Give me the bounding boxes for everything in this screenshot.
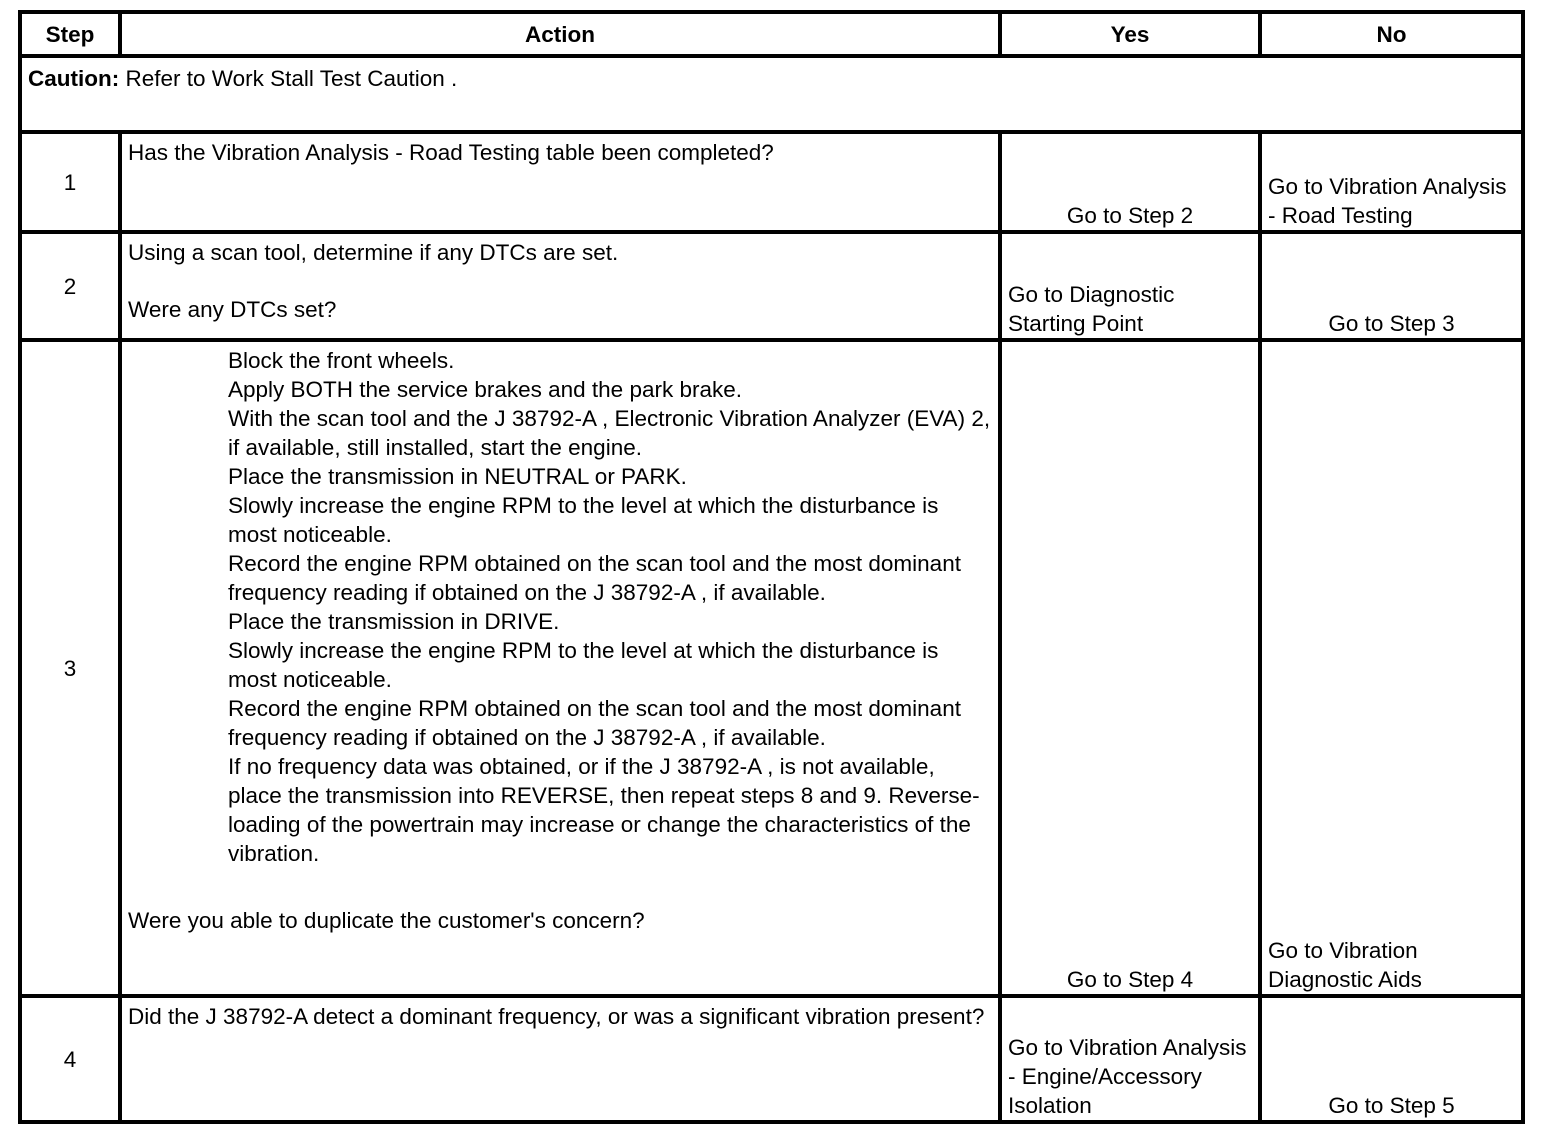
action-cell [120,232,1000,340]
list-item: With the scan tool and the J 38792-A , Electronic Vibration Analyzer (EVA) 2, if available, still installed, start the engine. [228,406,991,460]
table-row [20,232,1523,340]
action-cell [120,340,1000,996]
list-item: Apply BOTH the service brakes and the park brake. [228,377,742,402]
diagnostic-table [18,10,1525,1124]
caution-cell [20,56,1523,132]
no-cell [1260,232,1523,340]
action-question: Were you able to duplicate the customer's concern? [128,908,645,933]
yes-cell [1000,340,1260,996]
table-row [20,340,1523,996]
yes-link[interactable]: Go to Step 2 [1066,203,1194,228]
spacer [128,267,992,295]
list-item: Slowly increase the engine RPM to the level at which the disturbance is most noticeable. [228,638,939,692]
list-item: Slowly increase the engine RPM to the level at which the disturbance is most noticeable. [228,493,939,547]
list-item: Place the transmission in NEUTRAL or PARK. [228,464,687,489]
yes-link[interactable]: Go to Step 4 [1066,967,1194,992]
yes-link[interactable]: Go to Vibration Analysis - Engine/Accessory Isolation [1008,1035,1247,1118]
action-steps-list [128,346,992,868]
list-item: If no frequency data was obtained, or if the J 38792-A , is not available, place the transmission into REVERSE, then repeat steps 8 and 9. Reverse-loading of the powertrain may increase or change the characteristics of the vibration. [228,754,980,866]
action-cell [120,132,1000,232]
action-cell [120,996,1000,1122]
table-row [20,996,1523,1122]
table-row [20,132,1523,232]
caution-label: Caution: [28,66,120,91]
step-number: 4 [20,996,120,1122]
no-cell [1260,340,1523,996]
action-question: Did the J 38792-A detect a dominant frequency, or was a significant vibration present? [128,1004,985,1029]
header-step: Step [20,12,120,56]
yes-link[interactable]: Go to Diagnostic Starting Point [1008,282,1175,336]
header-action: Action [120,12,1000,56]
step-number: 3 [20,340,120,996]
caution-row [20,56,1523,132]
spacer [128,868,992,906]
step-number: 2 [20,232,120,340]
yes-cell [1000,132,1260,232]
action-question: Has the Vibration Analysis - Road Testing table been completed? [128,140,774,165]
no-link[interactable]: Go to Vibration Analysis - Road Testing [1268,174,1507,228]
yes-cell [1000,996,1260,1122]
no-cell [1260,132,1523,232]
header-row [20,12,1523,56]
list-item: Record the engine RPM obtained on the scan tool and the most dominant frequency reading if obtained on the J 38792-A , if available. [228,551,961,605]
no-link[interactable]: Go to Step 5 [1328,1093,1455,1118]
no-link[interactable]: Go to Step 3 [1328,311,1455,336]
no-link[interactable]: Go to Vibration Diagnostic Aids [1268,938,1422,992]
list-item: Block the front wheels. [228,348,455,373]
yes-cell [1000,232,1260,340]
header-no: No [1260,12,1523,56]
action-question: Were any DTCs set? [128,297,337,322]
list-item: Record the engine RPM obtained on the scan tool and the most dominant frequency reading if obtained on the J 38792-A , if available. [228,696,961,750]
step-number: 1 [20,132,120,232]
caution-text: Refer to Work Stall Test Caution . [119,66,458,91]
header-yes: Yes [1000,12,1260,56]
action-instruction: Using a scan tool, determine if any DTCs are set. [128,240,619,265]
list-item: Place the transmission in DRIVE. [228,609,560,634]
no-cell [1260,996,1523,1122]
